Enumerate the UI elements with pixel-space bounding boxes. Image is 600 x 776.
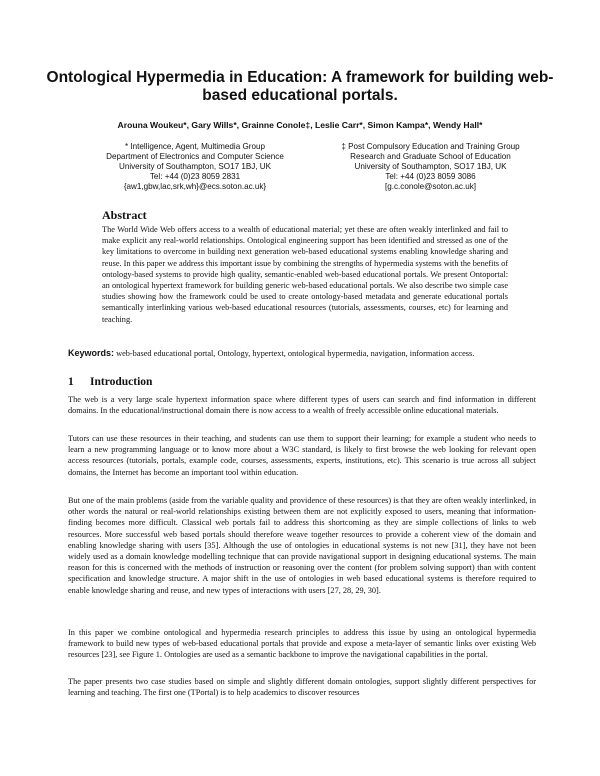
- affiliation-email: {aw1,gbw,lac,srk,wh}@ecs.soton.ac.uk}: [123, 182, 267, 191]
- abstract-text: The World Wide Web offers access to a wealth of educational material; yet these are often weakly interlinked and fail to make explicit any real-world relationships. Ontological engineering support has been identified and stressed as one of the key limitations to overcome in building next generation web-based educational systems enabling knowledge sharing and reuse. In this paper we address this important issue by combining the strengths of hypermedia systems with the benefits of ontology-based systems to provide high quality, semantic-enabled web-based educational portals. We present Ontoportal: an ontological hypertext framework for building generic web-based educational portals. We also describe two simple case studies showing how the framework could be used to create ontology-based metadata and generate educational portals semantically interlinking various web-based educational resources (tutorials, assessments, courses, etc) for learning and teaching.: [102, 225, 509, 324]
- affiliation-line: Research and Graduate School of Education: [350, 152, 511, 161]
- affiliation-line: ‡ Post Compulsory Education and Training Group: [341, 142, 520, 151]
- keywords: [68, 348, 536, 359]
- section-heading: [68, 376, 152, 388]
- body-paragraph: In this paper we combine ontological and hypermedia research principles to address this issue by using an ontological hypermedia framework to build new types of web-based educational portals that provide and expose a meta-layer of semantic links over existing Web resources [23], see Figure 1. Ontologies are used as a semantic backbone to improve the navigational capabilities in the portal.: [68, 628, 536, 660]
- section-title: Introduction: [90, 376, 153, 388]
- paper-title: Ontological Hypermedia in Education: A framework for building web-based educational portals.: [46, 69, 554, 104]
- abstract-heading: Abstract: [102, 208, 147, 222]
- body-paragraph: But one of the main problems (aside from the variable quality and providence of these resources) is that they are often weakly interlinked, in other words the natural or real-world relationships existing between them are not explicitly exposed to users, meaning that information-finding becomes more difficult. Classical web portals fail to address this shortcoming as they are simple collections of links to web resources. More successful web based portals should therefore weave together resources to provide a coherent view of the domain and enabling knowledge sharing with users [35]. Although the use of ontologies in educational systems is not new [31], they have not been widely used as a domain knowledge modelling technique that can provide navigational support in designing educational systems. The main reason for this is concerned with the methods of instruction or reasoning over the content (for problem solving support) than with content specification and knowledge structure. A major shift in the use of ontologies in web based educational systems is therefore required to enable knowledge sharing and reuse, and new types of interactions with users [27, 28, 29, 30].: [68, 496, 536, 595]
- body-paragraph: The web is a very large scale hypertext information space where different types of users can search and find information in different domains. In the educational/instructional domain there is now access to a wealth of freely accessible online educational materials.: [68, 395, 536, 416]
- keywords-text: web-based educational portal, Ontology, hypertext, ontological hypermedia, navigation, information access.: [116, 349, 475, 358]
- affiliation-line: University of Southampton, SO17 1BJ, UK: [118, 162, 272, 171]
- section-number: 1: [68, 376, 74, 388]
- affiliation-left: [80, 142, 310, 192]
- keywords-label: Keywords:: [68, 348, 115, 358]
- affiliation-right: [318, 142, 543, 192]
- body-paragraph: The paper presents two case studies based on simple and slightly different domain ontologies, support slightly different perspectives for learning and teaching. The first one (TPortal) is to help academics to discover resources: [68, 677, 536, 698]
- affiliation-line: * Intelligence, Agent, Multimedia Group: [125, 142, 265, 151]
- body-paragraph: Tutors can use these resources in their teaching, and students can use them to support their learning; for example a student who needs to learn a new programming language or to know more about a W3C standard, is likely to first browse the web looking for relevant open access resources (tutorials, portals, example code, courses, assessments, experts, institutions, etc). This scenario is true across all subject domains, the Internet has become an important tool within education.: [68, 434, 536, 477]
- affiliation-line: Tel: +44 (0)23 8059 2831: [149, 172, 241, 181]
- author-list: Arouna Woukeu*, Gary Wills*, Grainne Conole‡, Leslie Carr*, Simon Kampa*, Wendy Hall*: [117, 120, 483, 130]
- affiliation-email: [g.c.conole@soton.ac.uk]: [384, 182, 476, 191]
- affiliation-line: University of Southampton, SO17 1BJ, UK: [354, 162, 507, 171]
- affiliation-line: Department of Electronics and Computer Science: [106, 152, 284, 161]
- affiliation-line: Tel: +44 (0)23 8059 3086: [385, 172, 476, 181]
